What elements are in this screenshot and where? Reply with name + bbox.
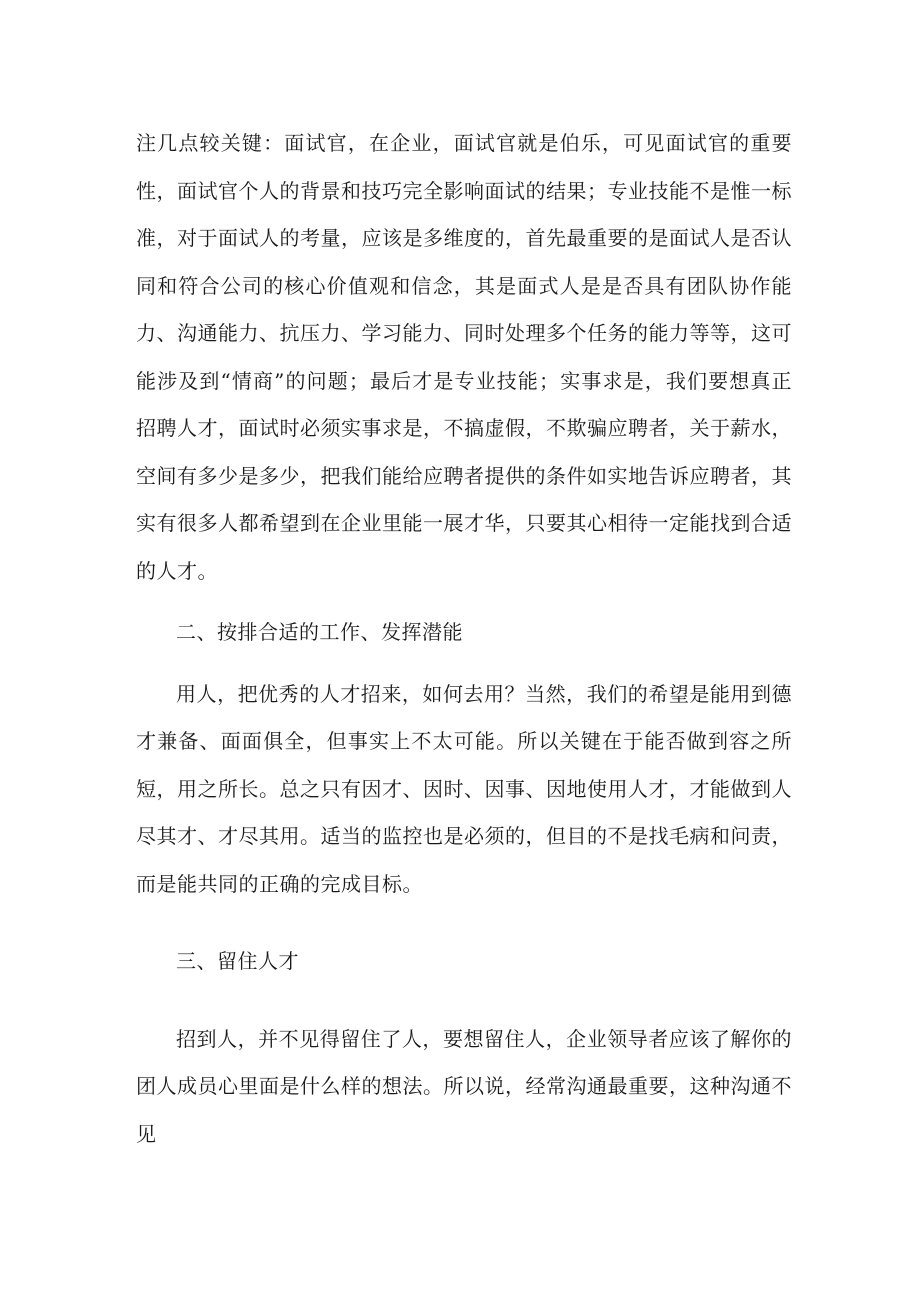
- spacer: [136, 986, 792, 1016]
- paragraph-interviewer: 注几点较关键：面试官，在企业，面试官就是伯乐，可见面试官的重要性，面试官个人的背景和技巧完全影响面试的结果；专业技能不是惟一标准，对于面试人的考量，应该是多维度的，首先最重要的是面试人是否认同和符合公司的核心价值观和信念，其是面式人是是否具有团队协作能力、沟通能力、抗压力、学习能力、同时处理多个任务的能力等等，这可能涉及到“情商”的问题；最后才是专业技能；实事求是，我们要想真正招聘人才，面试时必须实事求是，不搞虚假，不欺骗应聘者，关于薪水，空间有多少是多少，把我们能给应聘者提供的条件如实地告诉应聘者，其实有很多人都希望到在企业里能一展才华，只要其心相待一定能找到合适的人才。: [136, 131, 792, 583]
- section-heading-2: 二、按排合适的工作、发挥潜能: [176, 620, 463, 644]
- spacer: [136, 595, 792, 609]
- paragraph-retain: 招到人，并不见得留住了人，要想留住人，企业领导者应该了解你的团人成员心里面是什么样的想法。所以说，经常沟通最重要，这种沟通不见: [136, 1026, 792, 1146]
- paragraph-employ: 用人，把优秀的人才招来，如何去用？当然，我们的希望是能用到德才兼备、面面俱全，但事实上不太可能。所以关键在于能否做到容之所短，用之所长。总之只有因才、因时、因事、因地使用人才，才能做到人尽其才、才尽其用。适当的监控也是必须的，但目的不是找毛病和问责，而是能共同的正确的完成目标。: [136, 681, 792, 896]
- spacer: [136, 657, 792, 671]
- document-body: [136, 120, 792, 1158]
- spacer: [136, 908, 792, 938]
- section-heading-3: 三、留住人才: [176, 949, 299, 973]
